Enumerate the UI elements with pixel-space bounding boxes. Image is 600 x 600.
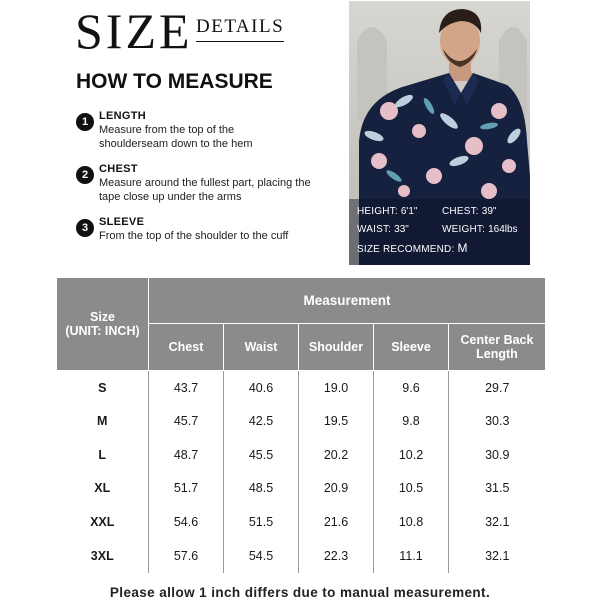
table-cell: 9.8 [374, 404, 449, 438]
table-cell: 45.5 [224, 438, 299, 472]
table-cell: 19.5 [299, 404, 374, 438]
table-cell: 43.7 [149, 371, 224, 405]
step-description: From the top of the shoulder to the cuff [99, 230, 289, 242]
table-cell: 51.7 [149, 472, 224, 506]
column-header-shoulder: Shoulder [299, 324, 374, 371]
table-cell: 30.3 [449, 404, 546, 438]
table-cell: 11.1 [374, 539, 449, 573]
table-cell: 21.6 [299, 505, 374, 539]
size-cell: L [98, 447, 107, 462]
step-title: CHEST [99, 163, 138, 175]
step-number-badge: 2 [76, 166, 94, 184]
table-cell: 10.2 [374, 438, 449, 472]
measurement-group-header: Measurement [149, 278, 546, 324]
column-header-chest: Chest [149, 324, 224, 371]
model-photo [349, 1, 530, 265]
model-info-overlay [349, 1, 530, 265]
step-title: LENGTH [99, 110, 147, 122]
size-cell: XXL [90, 515, 115, 530]
step-number-badge: 1 [76, 113, 94, 131]
table-cell: 20.9 [299, 472, 374, 506]
table-cell: 10.5 [374, 472, 449, 506]
table-cell: 10.8 [374, 505, 449, 539]
step-description: Measure around the fullest part, placing the tape close up under the arms [99, 177, 311, 203]
table-cell: 32.1 [449, 505, 546, 539]
size-column-header: Size (UNIT: INCH) [57, 278, 149, 371]
size-cell: 3XL [90, 548, 114, 563]
table-cell: 48.7 [149, 438, 224, 472]
table-cell: 42.5 [224, 404, 299, 438]
step-description: Measure from the top of the shoulderseam down to the hem [99, 124, 253, 150]
model-height: HEIGHT: 6'1" [357, 206, 418, 217]
table-cell: 54.6 [149, 505, 224, 539]
size-cell: M [97, 414, 108, 429]
table-row [57, 404, 546, 438]
table-row [57, 472, 546, 506]
table-row [57, 438, 546, 472]
size-heading: SIZE [75, 3, 193, 59]
table-cell: 32.1 [449, 539, 546, 573]
table-cell: 51.5 [224, 505, 299, 539]
table-cell: 45.7 [149, 404, 224, 438]
model-waist: WAIST: 33" [357, 224, 409, 235]
size-cell: XL [94, 481, 111, 496]
size-chart-table [56, 277, 546, 573]
step-title: SLEEVE [99, 216, 145, 228]
size-cell: S [98, 380, 107, 395]
model-weight: WEIGHT: 164lbs [442, 224, 518, 235]
step-number-badge: 3 [76, 219, 94, 237]
table-cell: 20.2 [299, 438, 374, 472]
how-to-measure-title: HOW TO MEASURE [76, 70, 273, 93]
table-cell: 48.5 [224, 472, 299, 506]
model-size-recommend: SIZE RECOMMEND: M [357, 241, 468, 255]
table-cell: 30.9 [449, 438, 546, 472]
footnote: Please allow 1 inch differs due to manual measurement. [109, 585, 491, 600]
column-header-center-back-length: Center Back Length [449, 324, 546, 371]
table-cell: 57.6 [149, 539, 224, 573]
details-heading: DETAILS [196, 16, 284, 42]
column-header-sleeve: Sleeve [374, 324, 449, 371]
table-cell: 22.3 [299, 539, 374, 573]
model-chest: CHEST: 39" [442, 206, 497, 217]
table-row [57, 371, 546, 405]
table-cell: 31.5 [449, 472, 546, 506]
table-cell: 54.5 [224, 539, 299, 573]
table-cell: 29.7 [449, 371, 546, 405]
table-row [57, 505, 546, 539]
column-header-waist: Waist [224, 324, 299, 371]
table-cell: 9.6 [374, 371, 449, 405]
table-cell: 19.0 [299, 371, 374, 405]
table-cell: 40.6 [224, 371, 299, 405]
table-row [57, 539, 546, 573]
